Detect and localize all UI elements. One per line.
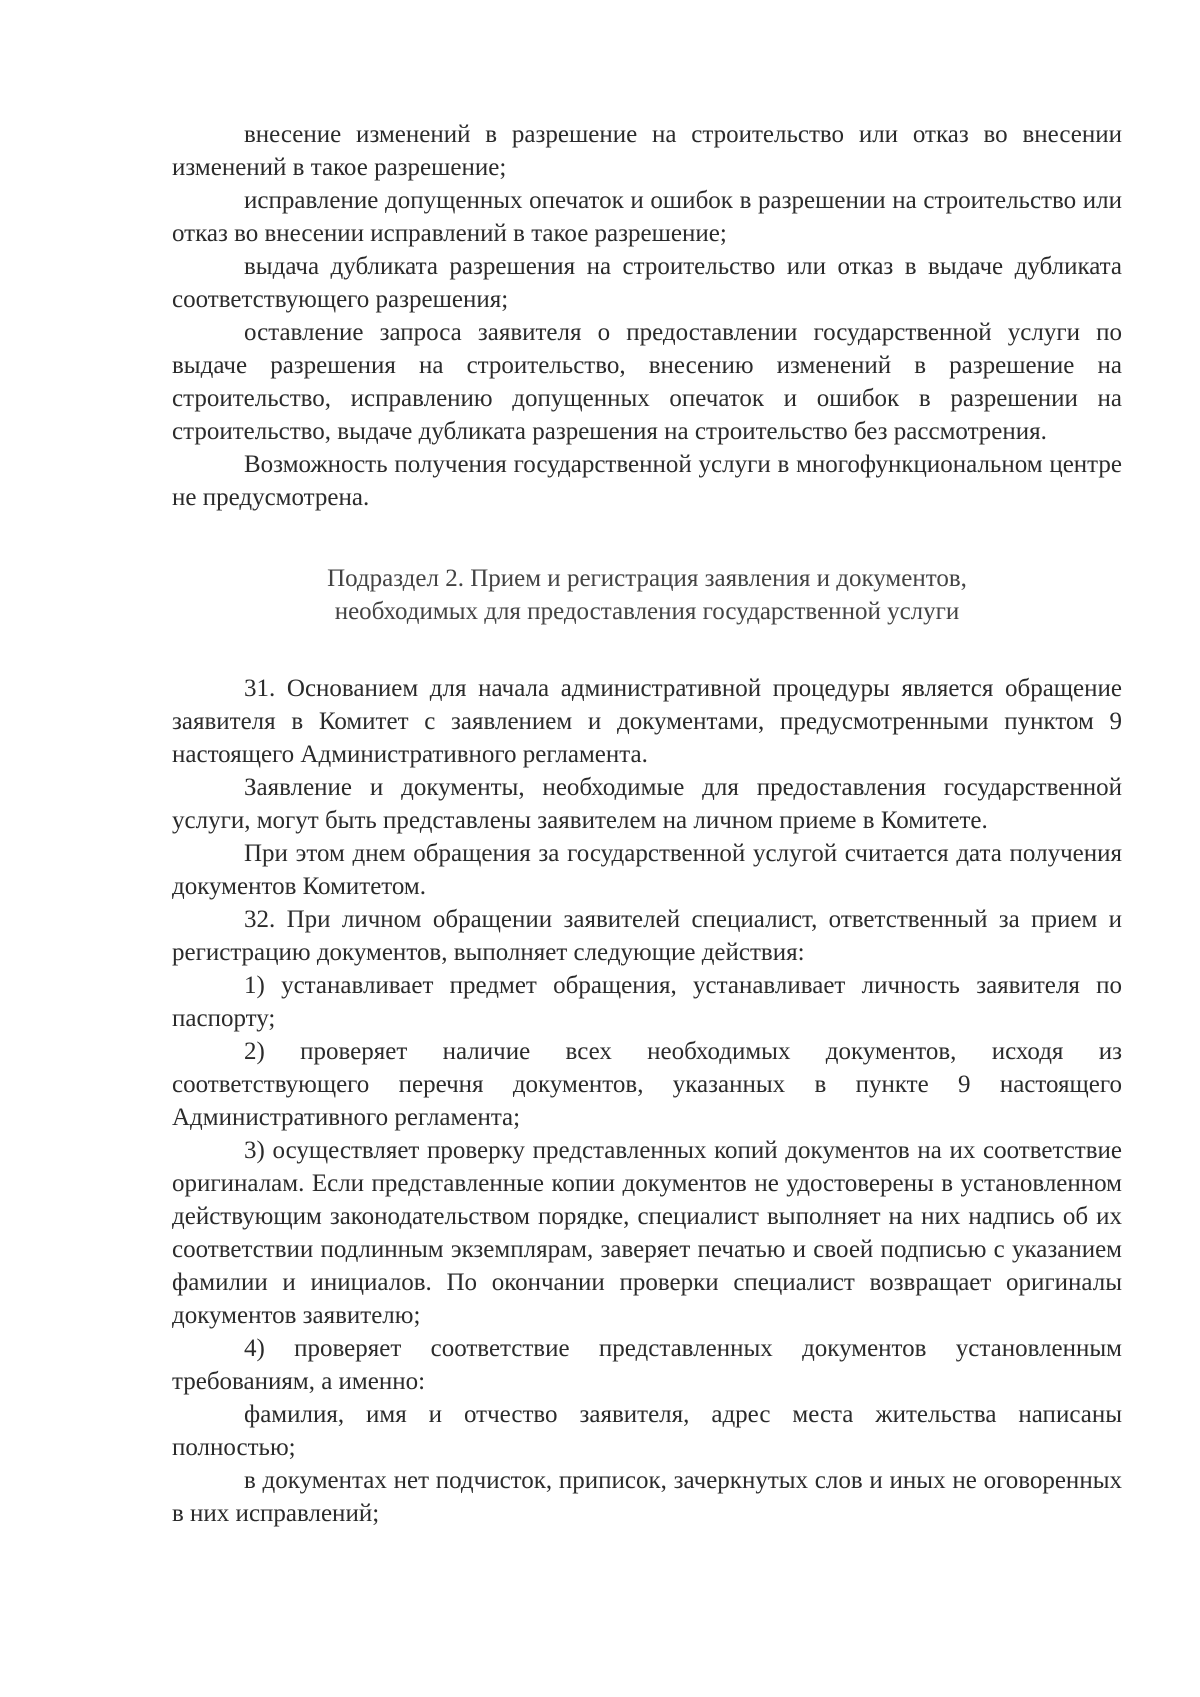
paragraph: При этом днем обращения за государственной услугой считается дата получения документов Комитетом.: [172, 840, 1122, 900]
subsection-heading-line-1: Подраздел 2. Прием и регистрация заявления и документов,: [327, 565, 967, 592]
paragraph: в документах нет подчисток, приписок, зачеркнутых слов и иных не оговоренных в них исправлений;: [172, 1467, 1122, 1527]
paragraph: 31. Основанием для начала административной процедуры является обращение заявителя в Комитет с заявлением и документами, предусмотренными пунктом 9 настоящего Административного регламента.: [172, 675, 1122, 768]
paragraph: 2) проверяет наличие всех необходимых документов, исходя из соответствующего перечня документов, указанных в пункте 9 настоящего Административного регламента;: [172, 1038, 1122, 1131]
subsection-heading: [172, 562, 1122, 628]
paragraph: оставление запроса заявителя о предоставлении государственной услуги по выдаче разрешения на строительство, внесению изменений в разрешение на строительство, исправлению допущенных опечаток и ошибок в разрешении на строительство, выдаче дубликата разрешения на строительство без рассмотрения.: [172, 319, 1122, 445]
paragraph: фамилия, имя и отчество заявителя, адрес места жительства написаны полностью;: [172, 1401, 1122, 1461]
paragraph: внесение изменений в разрешение на строительство или отказ во внесении изменений в такое разрешение;: [172, 121, 1122, 181]
paragraph: 3) осуществляет проверку представленных копий документов на их соответствие оригиналам. Если представленные копии документов не удостоверены в установленном действующим законодательством порядке, специалист выполняет на них надпись об их соответствии подлинным экземплярам, заверяет печатью и своей подписью с указанием фамилии и инициалов. По окончании проверки специалист возвращает оригиналы документов заявителю;: [172, 1137, 1122, 1329]
paragraph: 4) проверяет соответствие представленных документов установленным требованиям, а именно:: [172, 1335, 1122, 1395]
paragraph: Заявление и документы, необходимые для предоставления государственной услуги, могут быть представлены заявителем на личном приеме в Комитете.: [172, 774, 1122, 834]
paragraph: Возможность получения государственной услуги в многофункциональном центре не предусмотрена.: [172, 451, 1122, 511]
paragraph: 32. При личном обращении заявителей специалист, ответственный за прием и регистрацию документов, выполняет следующие действия:: [172, 906, 1122, 966]
paragraph: 1) устанавливает предмет обращения, устанавливает личность заявителя по паспорту;: [172, 972, 1122, 1032]
paragraph: исправление допущенных опечаток и ошибок в разрешении на строительство или отказ во внесении исправлений в такое разрешение;: [172, 187, 1122, 247]
document-page: [172, 118, 1122, 1530]
paragraph: выдача дубликата разрешения на строительство или отказ в выдаче дубликата соответствующего разрешения;: [172, 253, 1122, 313]
subsection-heading-line-2: необходимых для предоставления государственной услуги: [334, 598, 960, 625]
